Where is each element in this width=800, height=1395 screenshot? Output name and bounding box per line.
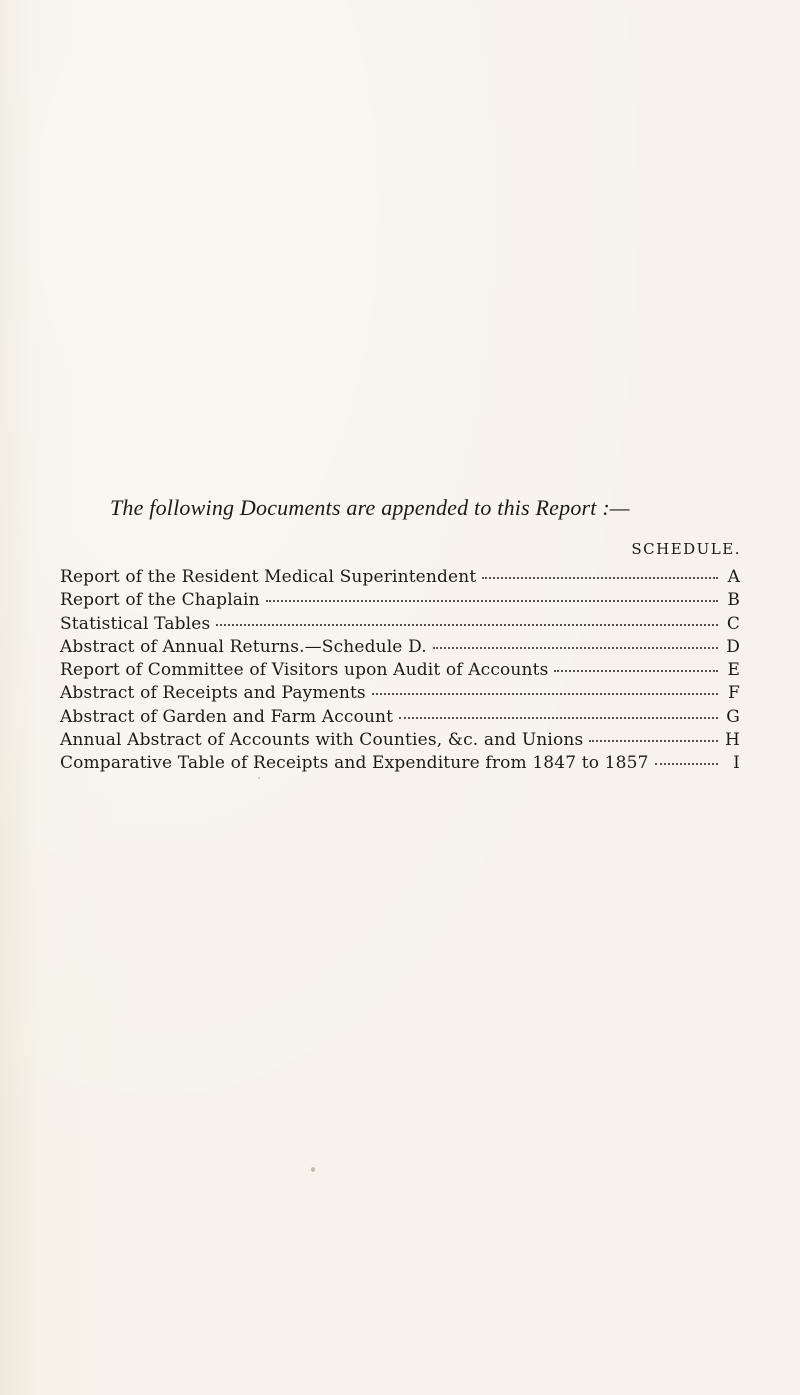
page-heading: The following Documents are appended to this Report :— xyxy=(110,495,630,520)
dot-leader xyxy=(266,586,718,602)
paper-speck xyxy=(311,1167,315,1172)
dot-leader xyxy=(399,703,718,719)
entry-letter: G xyxy=(726,706,740,727)
dot-leader xyxy=(554,656,718,672)
dot-leader xyxy=(433,633,718,649)
dot-leader xyxy=(655,749,718,765)
entry-title: Abstract of Receipts and Payments xyxy=(60,683,366,704)
dot-leader xyxy=(216,610,718,626)
paper-speck xyxy=(258,777,260,779)
dot-leader xyxy=(589,726,718,742)
entry-letter: D xyxy=(726,636,740,657)
entry-letter: E xyxy=(727,660,740,681)
schedule-entry-i xyxy=(60,752,740,775)
entry-title: Comparative Table of Receipts and Expenditure from 1847 to 1857 xyxy=(60,753,649,774)
entry-title: Abstract of Garden and Farm Account xyxy=(60,706,394,727)
entry-title: Report of Committee of Visitors upon Audit of Accounts xyxy=(60,660,549,681)
entry-title: Abstract of Annual Returns.—Schedule D. xyxy=(60,636,427,657)
schedule-label: SCHEDULE. xyxy=(631,540,741,558)
entry-letter: A xyxy=(727,567,740,587)
entry-letter: H xyxy=(725,730,740,751)
entry-letter: B xyxy=(727,590,740,611)
dot-leader xyxy=(482,563,718,579)
entry-letter: I xyxy=(733,753,740,774)
entry-title: Report of the Resident Medical Superintendent xyxy=(60,567,477,587)
entry-letter: F xyxy=(728,683,740,704)
dot-leader xyxy=(372,679,718,695)
entry-title: Report of the Chaplain xyxy=(60,590,260,611)
schedule-entry-h xyxy=(60,729,740,752)
entry-letter: C xyxy=(726,613,740,634)
entry-title: Annual Abstract of Accounts with Counties, &c. and Unions xyxy=(60,730,584,751)
entry-title: Statistical Tables xyxy=(60,613,211,634)
schedule-list xyxy=(60,566,740,776)
